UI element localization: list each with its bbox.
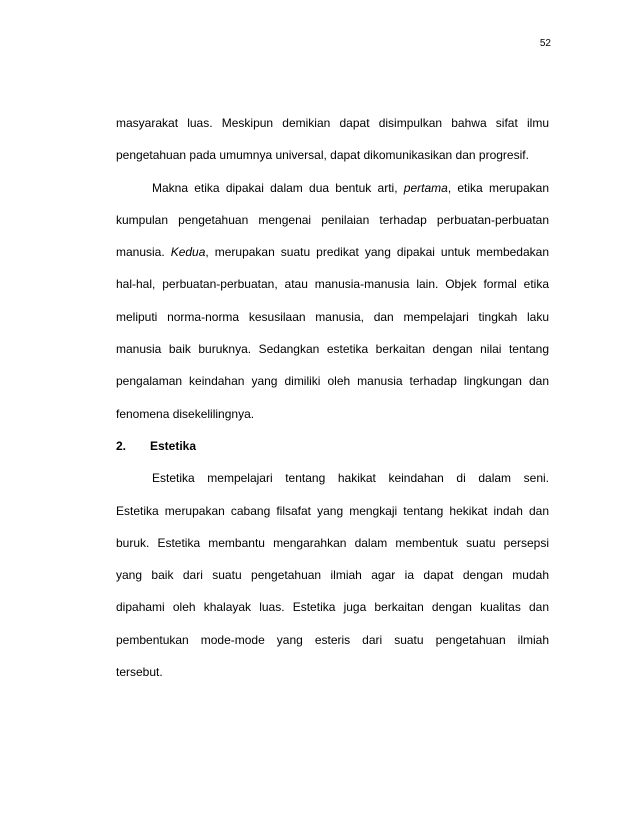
text-line bbox=[116, 180, 549, 212]
text-line: dipahami oleh khalayak luas. Estetika juga berkaitan dengan kualitas dan bbox=[116, 600, 549, 615]
page-number: 52 bbox=[539, 38, 551, 49]
text-line: buruk. Estetika membantu mengarahkan dalam membentuk suatu persepsi bbox=[116, 535, 549, 550]
section-number: 2. bbox=[116, 438, 127, 453]
paragraph-1 bbox=[116, 115, 549, 180]
section-title: Estetika bbox=[150, 438, 197, 453]
text-line bbox=[116, 244, 549, 276]
section-heading bbox=[116, 438, 549, 470]
text-line: pembentukan mode-mode yang esteris dari suatu pengetahuan ilmiah bbox=[116, 632, 549, 647]
text-run: manusia. bbox=[116, 245, 171, 260]
text-line: Estetika merupakan cabang filsafat yang mengkaji tentang hekikat indah dan bbox=[116, 503, 549, 518]
body-text bbox=[116, 115, 549, 696]
text-line: meliputi norma-norma kesusilaan manusia, dan mempelajari tingkah laku bbox=[116, 309, 549, 324]
text-line: pengetahuan pada umumnya universal, dapat dikomunikasikan dan progresif. bbox=[116, 148, 529, 163]
text-run: , merupakan suatu predikat yang dipakai untuk membedakan bbox=[205, 245, 549, 260]
italic-term: Kedua bbox=[170, 245, 206, 260]
text-line: hal-hal, perbuatan-perbuatan, atau manusia-manusia lain. Objek formal etika bbox=[116, 277, 549, 292]
text-line: yang baik dari suatu pengetahuan ilmiah agar ia dapat dengan mudah bbox=[116, 568, 549, 583]
text-line: tersebut. bbox=[116, 665, 163, 680]
text-line: kumpulan pengetahuan mengenai penilaian terhadap perbuatan-perbuatan bbox=[116, 212, 549, 227]
italic-term: pertama bbox=[403, 180, 448, 195]
text-line: fenomena disekelilingnya. bbox=[116, 406, 255, 421]
text-run: , etika merupakan bbox=[447, 180, 549, 195]
paragraph-2 bbox=[116, 180, 549, 438]
paragraph-3 bbox=[116, 470, 549, 696]
text-run: Makna etika dipakai dalam dua bentuk arti, bbox=[152, 180, 404, 195]
text-line: manusia baik buruknya. Sedangkan estetika berkaitan dengan nilai tentang bbox=[116, 342, 549, 357]
text-line: Estetika mempelajari tentang hakikat keindahan di dalam seni. bbox=[152, 471, 549, 486]
text-line: pengalaman keindahan yang dimiliki oleh manusia terhadap lingkungan dan bbox=[116, 374, 549, 389]
text-line: masyarakat luas. Meskipun demikian dapat disimpulkan bahwa sifat ilmu bbox=[116, 116, 549, 130]
